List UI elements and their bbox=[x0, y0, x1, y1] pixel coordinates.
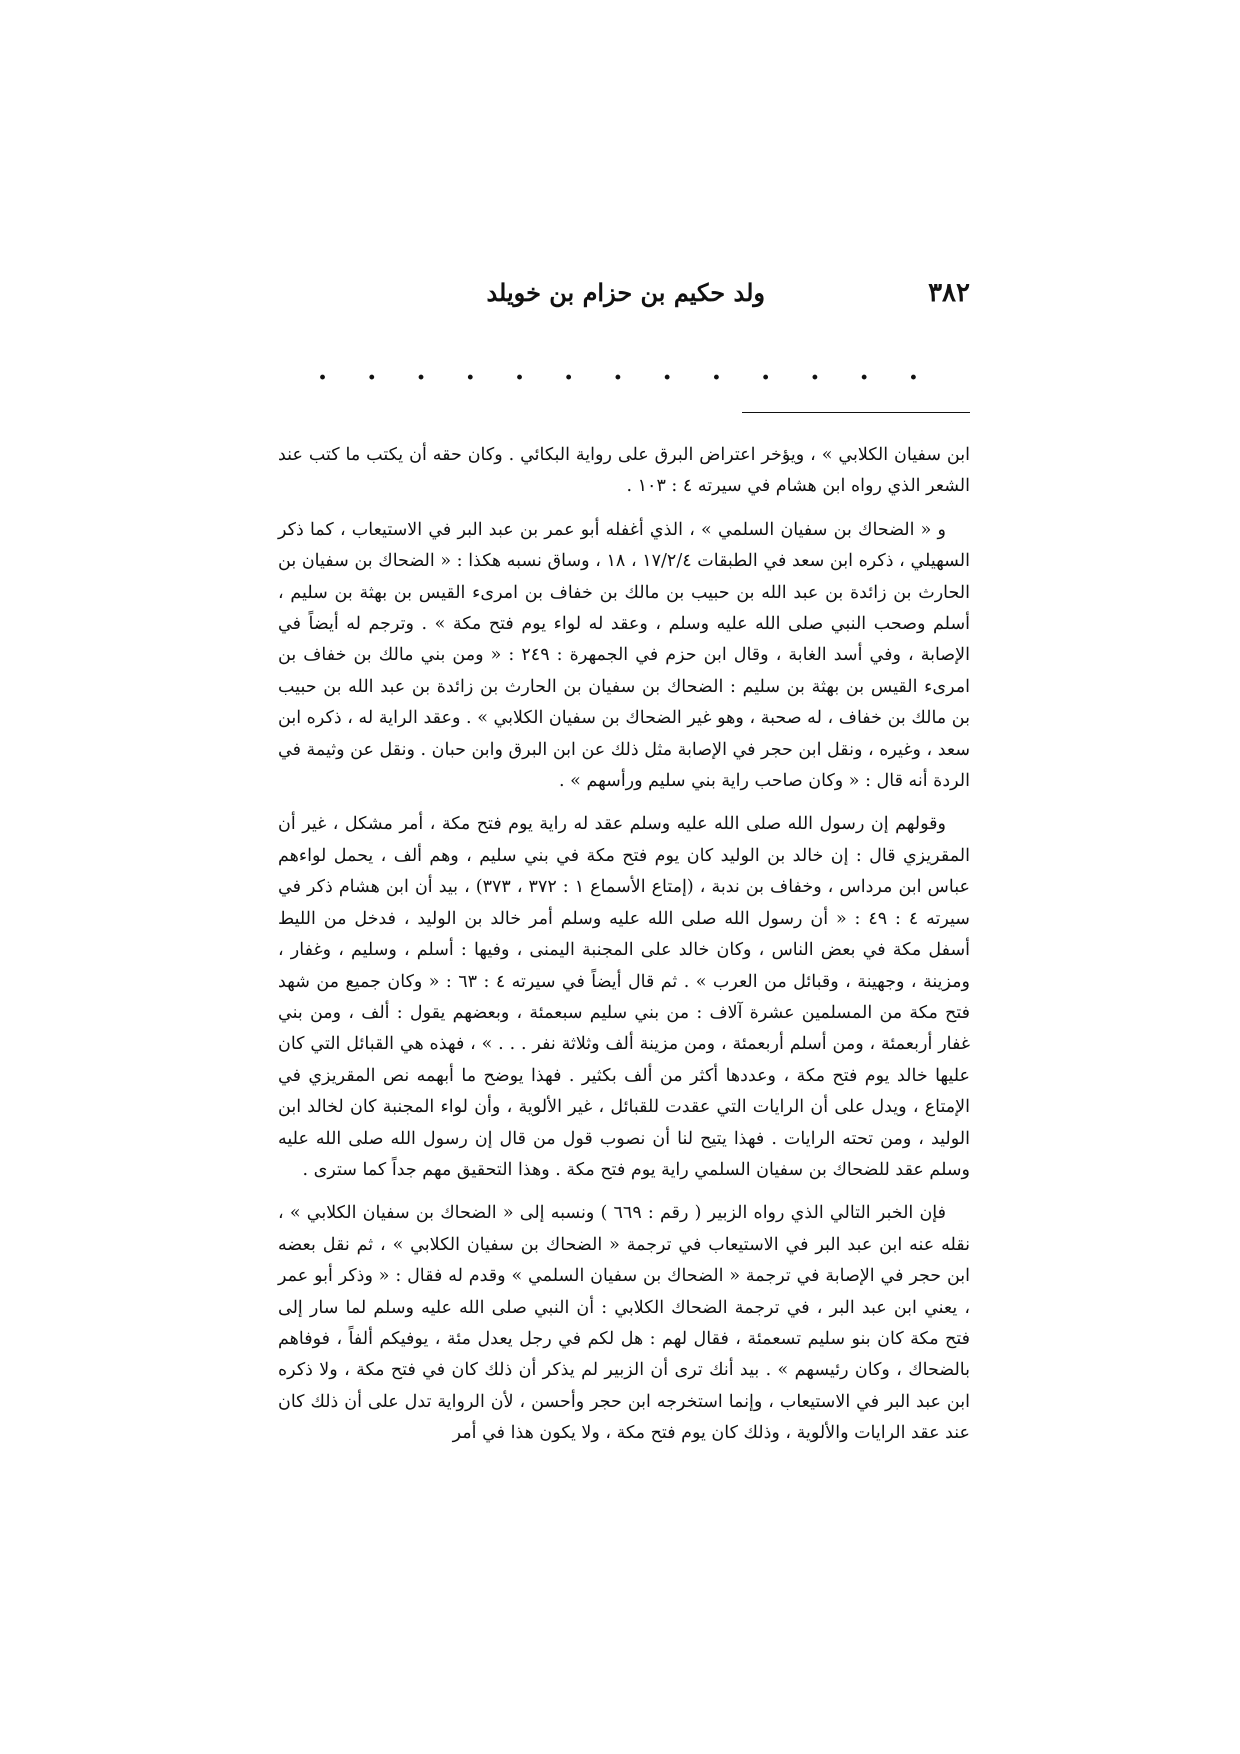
paragraph: وقولهم إن رسول الله صلى الله عليه وسلم عقد له راية يوم فتح مكة ، أمر مشكل ، غير أن المقريزي قال : إن خالد بن الوليد كان يوم فتح مكة في بني سليم ، وهم ألف ، يحمل لواءهم عباس ابن مرداس ، وخفاف بن ندبة ، (إمتاع الأسماع ١ : ٣٧٢ ، ٣٧٣) ، بيد أن ابن هشام ذكر في سيرته ٤ : ٤٩ : « أن رسول الله صلى الله عليه وسلم أمر خالد بن الوليد ، فدخل من الليط أسفل مكة في بعض الناس ، وكان خالد على المجنبة اليمنى ، وفيها : أسلم ، وسليم ، وغفار ، ومزينة ، وجهينة ، وقبائل من العرب » . ثم قال أيضاً في سيرته ٤ : ٦٣ : « وكان جميع من شهد فتح مكة من المسلمين عشرة آلاف : من بني سليم سبعمئة ، وبعضهم يقول : ألف ، ومن بني غفار أربعمئة ، ومن أسلم أربعمئة ، ومن مزينة ألف وثلاثة نفر . . . » ، فهذه هي القبائل التي كان عليها خالد يوم فتح مكة ، وعددها أكثر من ألف بكثير . فهذا يوضح ما أبهمه نص المقريزي في الإمتاع ، ويدل على أن الرايات التي عقدت للقبائل ، غير الألوية ، وأن لواء المجنبة كان لخالد ابن الوليد ، ومن تحته الرايات . فهذا يتيح لنا أن نصوب قول من قال إن رسول الله صلى الله عليه وسلم عقد للضحاك بن سفيان السلمي راية يوم فتح مكة . وهذا التحقيق مهم جداً كما سترى . bbox=[278, 814, 970, 1180]
separator-dot: . bbox=[761, 356, 771, 386]
paragraph: ابن سفيان الكلابي » ، ويؤخر اعتراض البرق على رواية البكائي . وكان حقه أن يكتب ما كتب عند الشعر الذي رواه ابن هشام في سيرته ٤ : ١٠٣ . bbox=[278, 445, 970, 497]
separator-dot: . bbox=[662, 356, 672, 386]
separator-dot: . bbox=[367, 356, 377, 386]
separator-dot: . bbox=[859, 356, 869, 386]
separator-dot: . bbox=[318, 356, 328, 386]
running-title: ولد حكيم بن حزام بن خويلد bbox=[486, 278, 765, 307]
paragraph: فإن الخبر التالي الذي رواه الزبير ( رقم : ٦٦٩ ) ونسبه إلى « الضحاك بن سفيان الكلابي » ، نقله عنه ابن عبد البر في الاستيعاب في ترجمة « الضحاك بن سفيان الكلابي » ، ثم نقل بعضه ابن حجر في الإصابة في ترجمة « الضحاك بن سفيان السلمي » وقدم له فقال : « وذكر أبو عمر ، يعني ابن عبد البر ، في ترجمة الضحاك الكلابي : أن النبي صلى الله عليه وسلم لما سار إلى فتح مكة كان بنو سليم تسعمئة ، فقال لهم : هل لكم في رجل يعدل مئة ، يوفيكم ألفاً ، فوفاهم بالضحاك ، وكان رئيسهم » . بيد أنك ترى أن الزبير لم يذكر أن ذلك كان في فتح مكة ، ولا ذكره ابن عبد البر في الاستيعاب ، وإنما استخرجه ابن حجر وأحسن ، لأن الرواية تدل على أن ذلك كان عند عقد الرايات والألوية ، وذلك كان يوم فتح مكة ، ولا يكون هذا في أمر bbox=[278, 1203, 970, 1444]
footnote-divider bbox=[742, 412, 970, 413]
paragraph: و « الضحاك بن سفيان السلمي » ، الذي أغفله أبو عمر بن عبد البر في الاستيعاب ، كما ذكر السهيلي ، ذكره ابن سعد في الطبقات ١٧/٢/٤ ، ١٨ ، وساق نسبه هكذا : « الضحاك بن سفيان بن الحارث بن زائدة بن عبد الله بن حبيب بن مالك بن خفاف بن امرىء القيس بن بهثة بن سليم ، أسلم وصحب النبي صلى الله عليه وسلم ، وعقد له لواء يوم فتح مكة » . وترجم له أيضاً في الإصابة ، وفي أسد الغابة ، وقال ابن حزم في الجمهرة : ٢٤٩ : « ومن بني مالك بن خفاف بن امرىء القيس بن بهثة بن سليم : الضحاك بن سفيان بن الحارث بن زائدة بن عبد الله بن حبيب بن مالك بن خفاف ، له صحبة ، وهو غير الضحاك بن سفيان الكلابي » . وعقد الراية له ، ذكره ابن سعد ، وغيره ، ونقل ابن حجر في الإصابة مثل ذلك عن ابن البرق وابن حبان . ونقل عن وثيمة في الردة أنه قال : « وكان صاحب راية بني سليم ورأسهم » . bbox=[278, 519, 971, 792]
page-number: ٣٨٢ bbox=[928, 278, 970, 308]
separator-dot: . bbox=[711, 356, 721, 386]
footnote-text bbox=[278, 440, 970, 1462]
separator-dot: . bbox=[416, 356, 426, 386]
separator-dot: . bbox=[810, 356, 820, 386]
separator-dot: . bbox=[514, 356, 524, 386]
separator-dot: . bbox=[908, 356, 918, 386]
page-header bbox=[280, 278, 970, 318]
separator-dot: . bbox=[613, 356, 623, 386]
separator-dots bbox=[318, 358, 918, 384]
separator-dot: . bbox=[564, 356, 574, 386]
separator-dot: . bbox=[465, 356, 475, 386]
